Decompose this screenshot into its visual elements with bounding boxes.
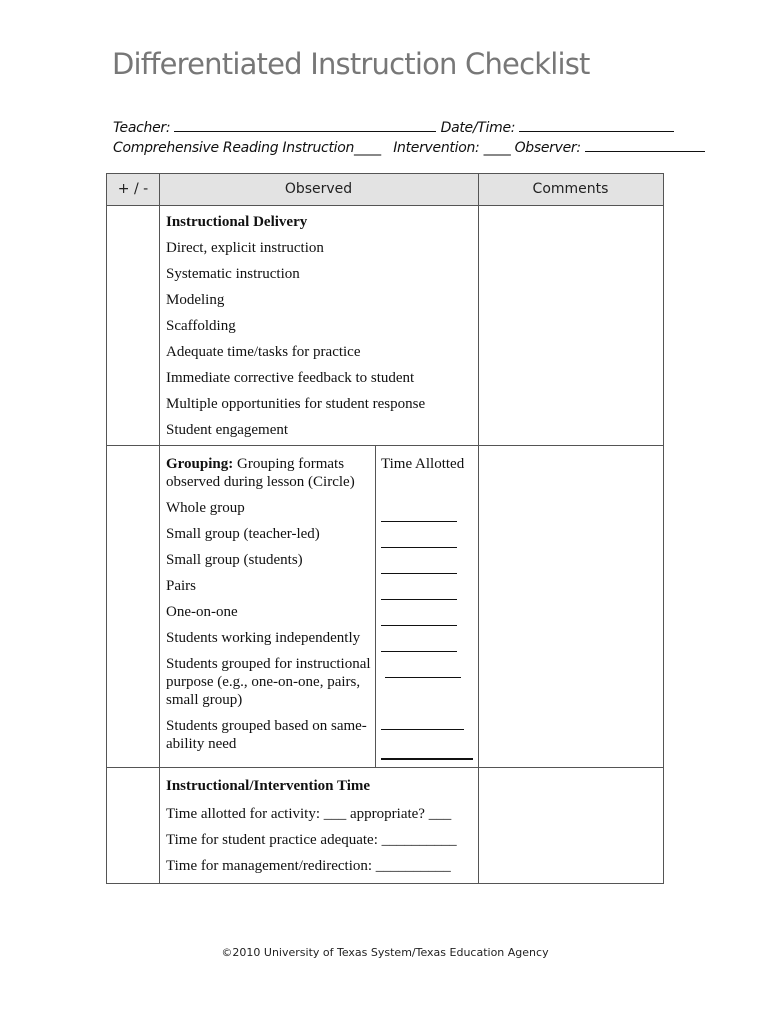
observer-field[interactable]: [585, 138, 705, 152]
grouping-heading-bold: Grouping:: [166, 456, 234, 472]
time-blank[interactable]: [381, 651, 457, 652]
header-plus-minus: + / -: [117, 181, 149, 197]
list-item: small group): [166, 692, 243, 708]
list-item: Student engagement: [166, 422, 289, 438]
page-title: Differentiated Instruction Checklist: [112, 47, 590, 81]
time-blank[interactable]: [381, 573, 457, 574]
list-item: Time for management/redirection: __________: [166, 858, 451, 874]
teacher-label: Teacher:: [113, 120, 171, 136]
table-header: [107, 174, 663, 206]
time-blank[interactable]: [381, 547, 457, 548]
header-row-1: [113, 118, 674, 136]
grouping-heading-line2: observed during lesson (Circle): [166, 474, 355, 490]
reading-label: Comprehensive Reading Instruction____: [113, 140, 381, 156]
datetime-label: Date/Time:: [440, 120, 516, 136]
list-item: Small group (students): [166, 552, 303, 568]
list-item: Students grouped based on same-: [166, 718, 367, 734]
list-item: Small group (teacher-led): [166, 526, 320, 542]
time-blank[interactable]: [381, 729, 464, 730]
header-observed: Observed: [284, 181, 353, 197]
list-item: One-on-one: [166, 604, 238, 620]
list-item: Scaffolding: [166, 318, 236, 334]
time-heading: Instructional/Intervention Time: [166, 778, 371, 794]
observer-label: Observer:: [514, 140, 581, 156]
list-item: Adequate time/tasks for practice: [166, 344, 361, 360]
list-item: Students grouped for instructional: [166, 656, 371, 672]
list-item: Time for student practice adequate: __________: [166, 832, 457, 848]
list-item: Pairs: [166, 578, 196, 594]
instructional-delivery-heading: Instructional Delivery: [166, 214, 308, 230]
list-item: Multiple opportunities for student response: [166, 396, 426, 412]
list-item: ability need: [166, 736, 237, 752]
time-blank[interactable]: [381, 521, 457, 522]
header-comments: Comments: [532, 181, 609, 197]
list-item: Systematic instruction: [166, 266, 300, 282]
list-item: Students working independently: [166, 630, 361, 646]
list-item: purpose (e.g., one-on-one, pairs,: [166, 674, 361, 690]
time-allotted-label: Time Allotted: [381, 456, 465, 472]
checklist-table: [106, 173, 664, 884]
time-blank[interactable]: [381, 625, 457, 626]
time-blank[interactable]: [381, 758, 473, 760]
grouping-heading: [166, 456, 344, 473]
time-col-divider: [375, 445, 376, 767]
col-divider-2: [478, 174, 479, 883]
row-divider-1: [107, 445, 663, 446]
teacher-field[interactable]: [174, 118, 436, 132]
col-divider-1: [159, 174, 160, 883]
time-blank[interactable]: [385, 677, 461, 678]
intervention-label: Intervention: ____: [393, 140, 511, 156]
copyright-footer: ©2010 University of Texas System/Texas Education Agency: [221, 946, 549, 959]
list-item: Modeling: [166, 292, 225, 308]
list-item: Direct, explicit instruction: [166, 240, 324, 256]
row-divider-2: [107, 767, 663, 768]
grouping-heading-rest: Grouping formats: [233, 456, 345, 472]
list-item: Time allotted for activity: ___ appropriate? ___: [166, 806, 452, 822]
datetime-field[interactable]: [519, 118, 674, 132]
time-blank[interactable]: [381, 599, 457, 600]
list-item: Whole group: [166, 500, 245, 516]
list-item: Immediate corrective feedback to student: [166, 370, 415, 386]
header-row-2: [113, 138, 705, 156]
